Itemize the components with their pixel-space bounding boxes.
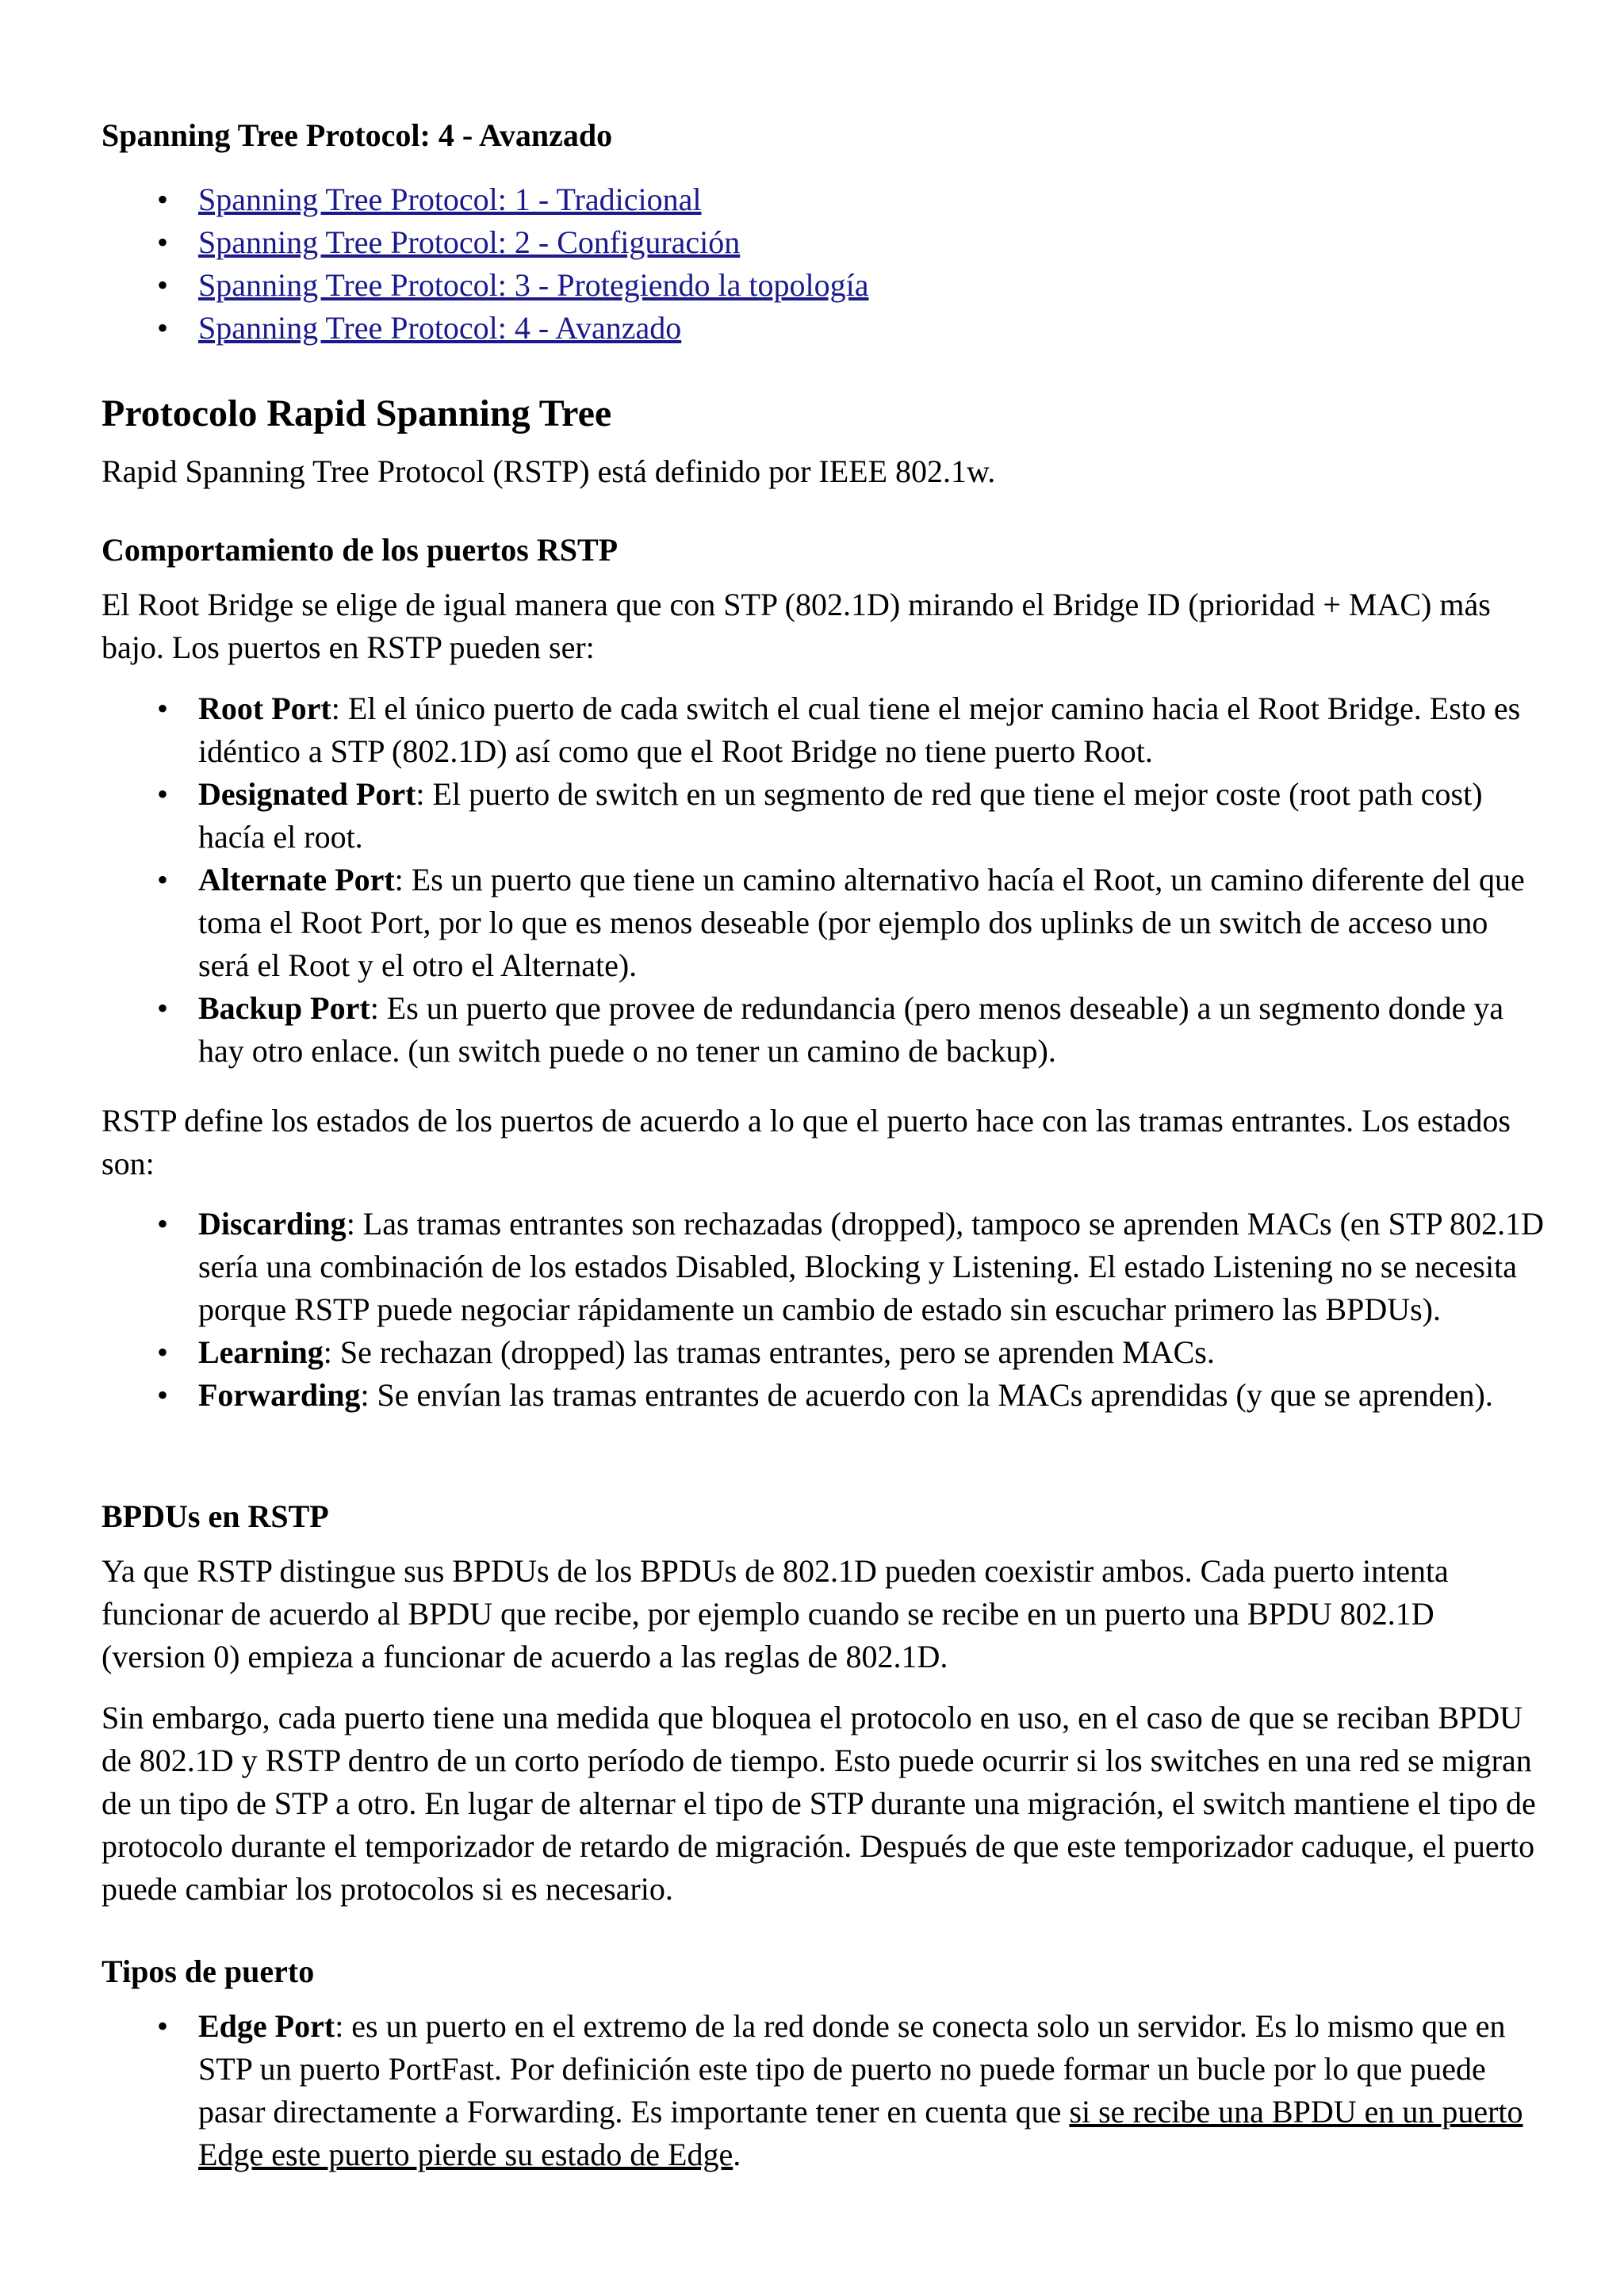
bullet: •	[157, 691, 169, 726]
edge-warning-underlined: si se recibe una BPDU en un puerto Edge este puerto pierde su estado de Edge	[198, 2094, 1523, 2172]
nav-item-4	[102, 307, 1545, 350]
type-term: Edge Port	[198, 2008, 335, 2044]
nav-link-part-2[interactable]: Spanning Tree Protocol: 2 - Configuración	[198, 224, 741, 260]
bullet: •	[157, 776, 169, 812]
role-designated-port	[102, 773, 1545, 859]
bullet: •	[157, 990, 169, 1026]
role-alternate-port	[102, 859, 1545, 987]
nav-link-part-1[interactable]: Spanning Tree Protocol: 1 - Tradicional	[198, 182, 702, 217]
role-description: : El el único puerto de cada switch el cual tiene el mejor camino hacia el Root Bridge. Esto es idéntico a STP (802.1D) así como que el Root Bridge no tiene puerto Root.	[198, 691, 1521, 769]
sentence-end: .	[733, 2137, 741, 2172]
nav-link-part-3[interactable]: Spanning Tree Protocol: 3 - Protegiendo la topología	[198, 267, 869, 303]
state-term: Discarding	[198, 1206, 347, 1242]
nav-item-1	[102, 178, 1545, 221]
subheading-port-types: Tipos de puerto	[102, 1954, 315, 1989]
role-term: Designated Port	[198, 776, 416, 812]
bullet: •	[157, 182, 169, 217]
role-root-port	[102, 687, 1545, 773]
type-edge-port	[102, 2005, 1545, 2176]
role-description: : El puerto de switch en un segmento de red que tiene el mejor coste (root path cost) hacía el root.	[198, 776, 1483, 855]
role-term: Alternate Port	[198, 862, 395, 897]
state-description: : Las tramas entrantes son rechazadas (dropped), tampoco se aprenden MACs (en STP 802.1D sería una combinación de los estados Disabled, Blocking y Listening. El estado Listening no se necesita porque RSTP puede negociar rápidamente un cambio de estado sin escuchar primero las BPDUs).	[198, 1206, 1544, 1327]
type-description: : es un puerto en el extremo de la red donde se conecta solo un servidor. Es lo mismo que en STP un puerto PortFast. Por definición este tipo de puerto no puede formar un bucle por lo que puede pasar directamente a Forwarding. Es importante tener en cuenta que	[198, 2008, 1506, 2130]
port-states-intro: RSTP define los estados de los puertos de acuerdo a lo que el puerto hace con las tramas entrantes. Los estados son:	[102, 1103, 1511, 1181]
series-nav-list	[102, 178, 1545, 350]
port-types-list	[102, 2005, 1545, 2176]
role-term: Backup Port	[198, 990, 370, 1026]
port-behavior-intro: El Root Bridge se elige de igual manera que con STP (802.1D) mirando el Bridge ID (prioridad + MAC) más bajo. Los puertos en RSTP pueden ser:	[102, 587, 1491, 665]
bullet: •	[157, 1206, 169, 1242]
role-backup-port	[102, 987, 1545, 1073]
bullet: •	[157, 862, 169, 897]
state-description: : Se rechazan (dropped) las tramas entrantes, pero se aprenden MACs.	[323, 1334, 1215, 1370]
port-roles-list	[102, 687, 1545, 1073]
rstp-intro-text: Rapid Spanning Tree Protocol (RSTP) está definido por IEEE 802.1w.	[102, 453, 996, 489]
state-learning	[102, 1331, 1545, 1374]
state-term: Learning	[198, 1334, 324, 1370]
role-description: : Es un puerto que provee de redundancia (pero menos deseable) a un segmento donde ya hay otro enlace. (un switch puede o no tener un camino de backup).	[198, 990, 1504, 1069]
nav-item-2	[102, 221, 1545, 264]
nav-link-part-4[interactable]: Spanning Tree Protocol: 4 - Avanzado	[198, 310, 682, 346]
bullet: •	[157, 1377, 169, 1413]
state-term: Forwarding	[198, 1377, 361, 1413]
bpdus-paragraph-1: Ya que RSTP distingue sus BPDUs de los BPDUs de 802.1D pueden coexistir ambos. Cada puerto intenta funcionar de acuerdo al BPDU que recibe, por ejemplo cuando se recibe en un puerto una BPDU 802.1D (version 0) empieza a funcionar de acuerdo a las reglas de 802.1D.	[102, 1553, 1449, 1674]
bullet: •	[157, 267, 169, 303]
bpdus-paragraph-2: Sin embargo, cada puerto tiene una medida que bloquea el protocolo en uso, en el caso de que se reciban BPDU de 802.1D y RSTP dentro de un corto período de tiempo. Esto puede ocurrir si los switches en una red se migran de un tipo de STP a otro. En lugar de alternar el tipo de STP durante una migración, el switch mantiene el tipo de protocolo durante el temporizador de retardo de migración. Después de que este temporizador caduque, el puerto puede cambiar los protocolos si es necesario.	[102, 1700, 1536, 1907]
nav-item-3	[102, 264, 1545, 307]
state-description: : Se envían las tramas entrantes de acuerdo con la MACs aprendidas (y que se aprenden).	[360, 1377, 1493, 1413]
port-states-list	[102, 1203, 1545, 1417]
state-discarding	[102, 1203, 1545, 1331]
subheading-bpdus: BPDUs en RSTP	[102, 1498, 329, 1534]
role-term: Root Port	[198, 691, 331, 726]
state-forwarding	[102, 1374, 1545, 1417]
bullet: •	[157, 310, 169, 346]
bullet: •	[157, 2008, 169, 2044]
section-heading-rstp: Protocolo Rapid Spanning Tree	[102, 392, 612, 434]
subheading-port-behavior: Comportamiento de los puertos RSTP	[102, 532, 619, 568]
role-description: : Es un puerto que tiene un camino alternativo hacía el Root, un camino diferente del que toma el Root Port, por lo que es menos deseable (por ejemplo dos uplinks de un switch de acceso uno será el Root y el otro el Alternate).	[198, 862, 1525, 983]
bullet: •	[157, 1334, 169, 1370]
document-title: Spanning Tree Protocol: 4 - Avanzado	[102, 117, 613, 153]
bullet: •	[157, 224, 169, 260]
